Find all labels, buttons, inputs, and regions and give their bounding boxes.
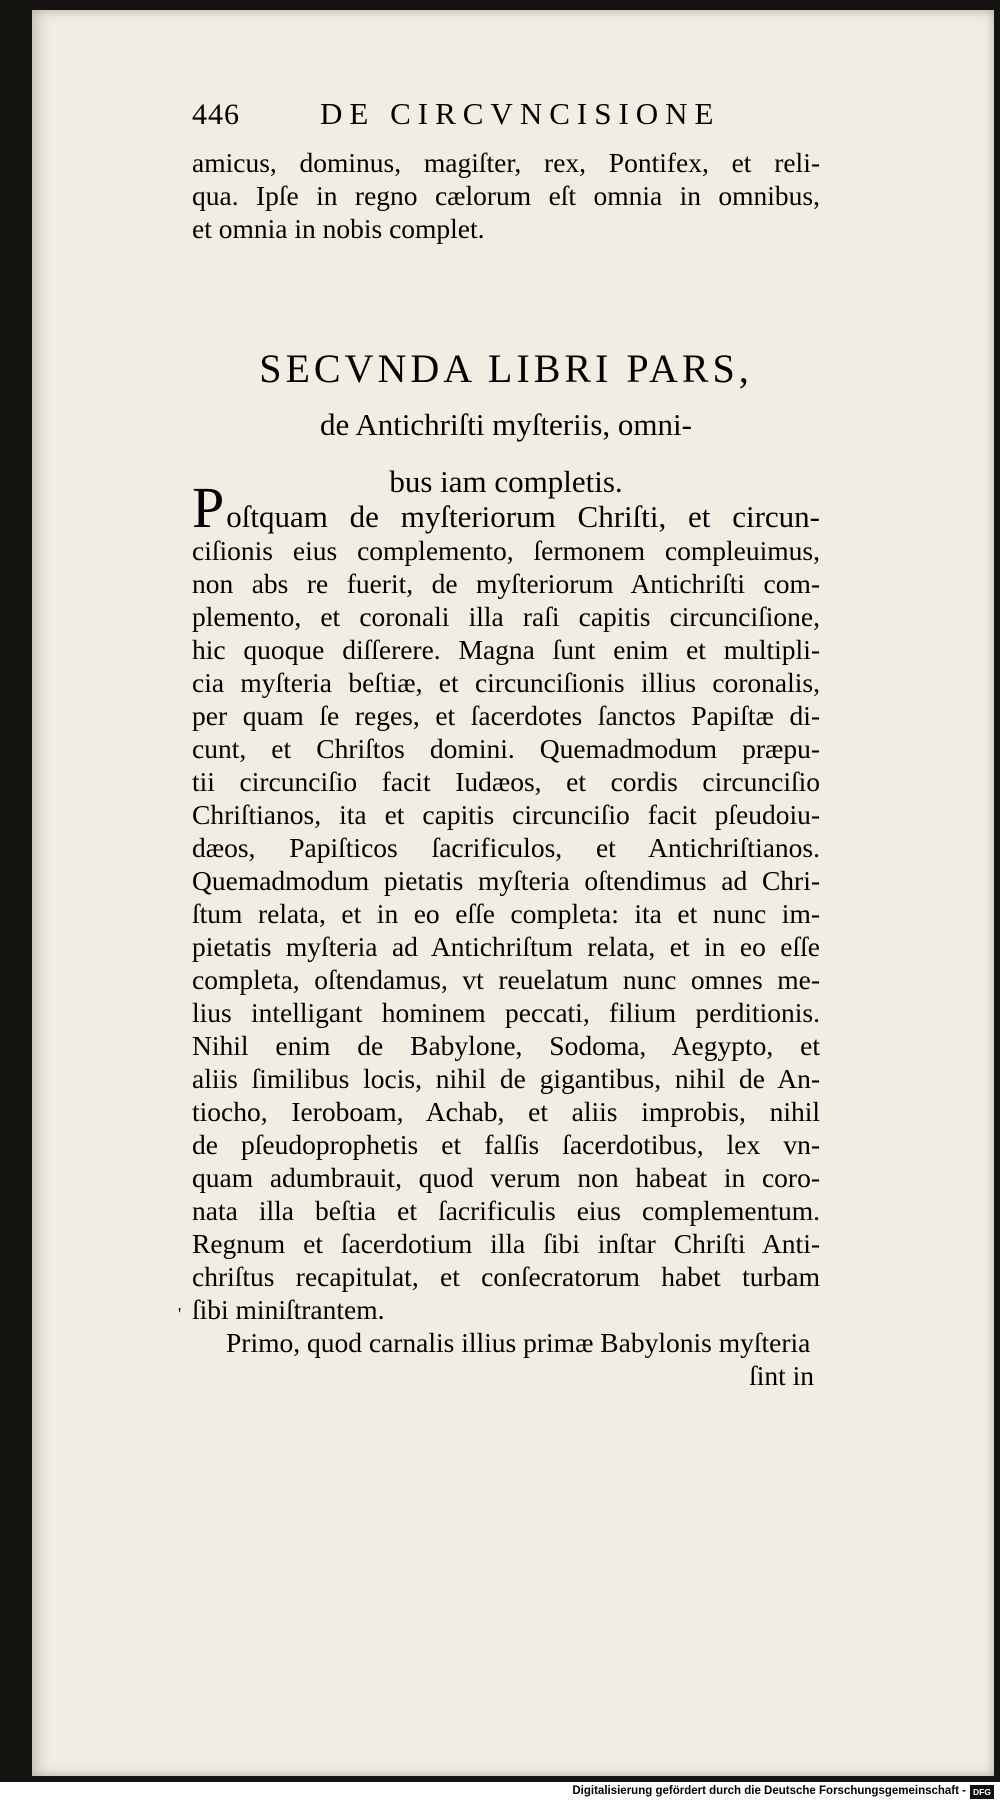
text-line: aliis ſimilibus locis, nihil de gigantibus, nihil de An- <box>192 1063 820 1094</box>
page-number: 446 <box>192 98 240 131</box>
text-line: plemento, et coronali illa raſi capitis circunciſione, <box>192 601 820 632</box>
text-line: nata illa beſtia et ſacrificulis eius complementum. <box>192 1195 820 1226</box>
text-line: tiocho, Ieroboam, Achab, et aliis improbis, nihil <box>192 1096 820 1127</box>
text-line: ſibi miniſtrantem. <box>192 1294 385 1325</box>
text-line: completa, oſtendamus, vt reuelatum nunc omnes me- <box>192 964 820 995</box>
text-line: et omnia in nobis complet. <box>192 213 485 244</box>
text-line: chriſtus recapitulat, et conſecratorum habet turbam <box>192 1261 820 1292</box>
section-subtitle-line: de Antichriſti myſteriis, omni- <box>320 407 692 442</box>
text-line: cia myſteria beſtiæ, et circunciſionis illius coronalis, <box>192 667 820 698</box>
funding-credit: Digitalisierung gefördert durch die Deutsche Forschungsgemeinschaft - <box>572 1785 966 1797</box>
catchword: ſint in <box>749 1360 814 1391</box>
text-line: Regnum et ſacerdotium illa ſibi inſtar Chriſti Anti- <box>192 1228 820 1259</box>
text-line: ciſionis eius complemento, ſermonem compleuimus, <box>192 535 820 566</box>
running-head: DE CIRCVNCISIONE <box>320 96 721 131</box>
text-line: per quam ſe reges, et ſacerdotes ſanctos Papiſtæ di- <box>192 700 820 731</box>
text-line: tii circunciſio facit Iudæos, et cordis circunciſio <box>192 766 820 797</box>
text-line: pietatis myſteria ad Antichriſtum relata, et in eo eſſe <box>192 931 820 962</box>
dfg-logo: DFG <box>970 1785 994 1799</box>
margin-mark: ' <box>178 1304 182 1324</box>
text-line: Nihil enim de Babylone, Sodoma, Aegypto, et <box>192 1030 820 1061</box>
text-line: cunt, et Chriſtos domini. Quemadmodum præpu- <box>192 733 820 764</box>
text-line: Quemadmodum pietatis myſteria oſtendimus ad Chri- <box>192 865 820 896</box>
first-line-text: oſtquam de myſteriorum Chriſti, et circun- <box>226 499 820 534</box>
carry-over-paragraph <box>192 146 820 245</box>
digitization-footer <box>0 1782 1000 1803</box>
paragraph-two-line: Primo, quod carnalis illius primæ Babylonis myſteria <box>226 1327 811 1358</box>
drop-cap: P <box>192 475 225 540</box>
text-line: non abs re fuerit, de myſteriorum Antichriſti com- <box>192 568 820 599</box>
text-line: lius intelligant hominem peccati, filium perditionis. <box>192 997 820 1028</box>
section-title-main: SECVNDA LIBRI PARS, <box>259 346 753 391</box>
text-line: amicus, dominus, magiſter, rex, Pontifex, et reli- <box>192 147 820 178</box>
text-line: hic quoque diſſerere. Magna ſunt enim et multipli- <box>192 634 820 665</box>
text-line: quam adumbrauit, quod verum non habeat in coro- <box>192 1162 820 1193</box>
paragraph-lines <box>192 534 820 1326</box>
text-line: qua. Ipſe in regno cælorum eſt omnia in omnibus, <box>192 180 820 211</box>
text-line: ſtum relata, et in eo eſſe completa: ita et nunc im- <box>192 898 820 929</box>
section-subtitle-line: bus iam completis. <box>389 464 623 499</box>
text-line: de pſeudoprophetis et falſis ſacerdotibus, lex vn- <box>192 1129 820 1160</box>
text-line: Chriſtianos, ita et capitis circunciſio facit pſeudoiu- <box>192 799 820 830</box>
text-line: dæos, Papiſticos ſacrificulos, et Antichriſtianos. <box>192 832 820 863</box>
page-header <box>192 92 812 142</box>
